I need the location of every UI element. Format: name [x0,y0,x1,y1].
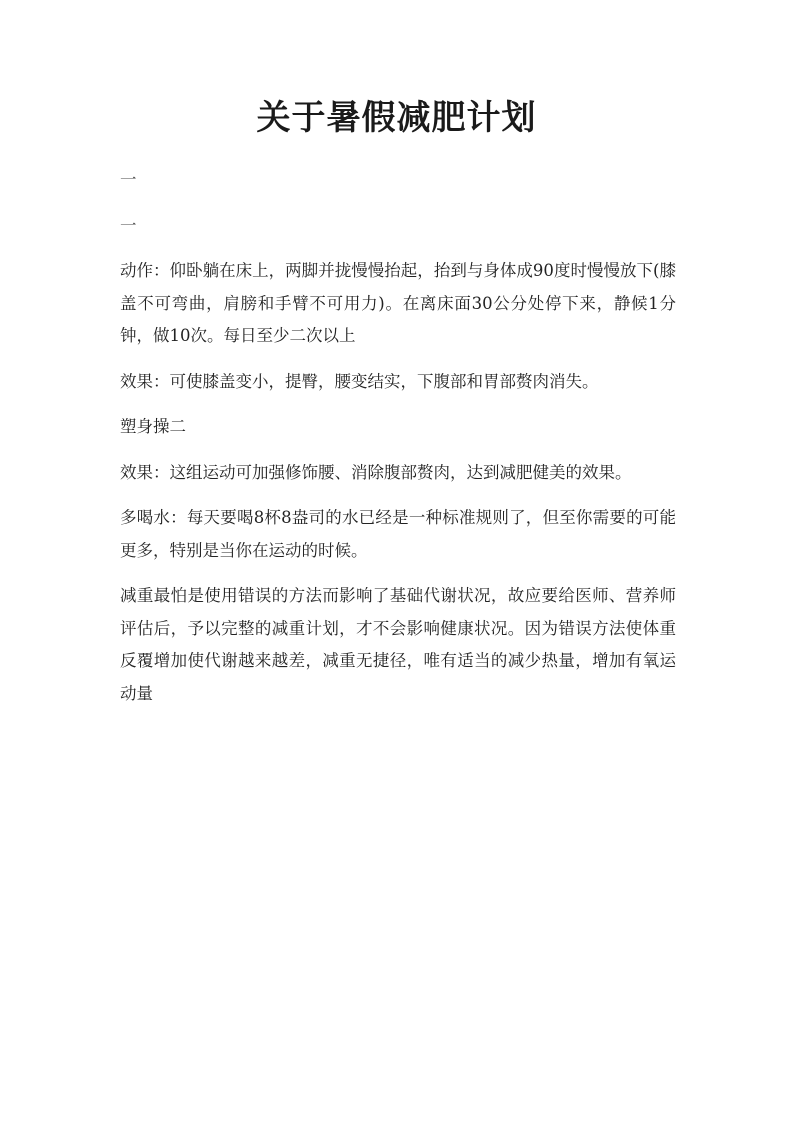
hydration-paragraph: 多喝水：每天要喝8杯8盎司的水已经是一种标准规则了，但至你需要的可能更多，特别是当你在运动的时候。 [120,508,676,560]
exercise-effect-paragraph: 效果：可使膝盖变小，提臀，腰变结实，下腹部和胃部赘肉消失。 [120,371,599,391]
section-heading: 塑身操二 [120,417,186,436]
exercise-action-paragraph: 动作：仰卧躺在床上，两脚并拢慢慢抬起，抬到与身体成90度时慢慢放下(膝盖不可弯曲，肩膀和手臂不可用力)。在离床面30公分处停下来，静候1分钟，做10次。每日至少二次以上 [120,261,676,345]
section-marker: 一 [120,215,137,235]
document-body [120,164,676,723]
weight-loss-advice-paragraph: 减重最怕是使用错误的方法而影响了基础代谢状况，故应要给医师、营养师评估后，予以完整的减重计划，才不会影响健康状况。因为错误方法使体重反覆增加使代谢越来越差，减重无捷径，唯有适当的减少热量，增加有氧运动量 [120,586,676,703]
document-title: 关于暑假减肥计划 [256,98,537,138]
section-marker: 一 [120,170,137,189]
exercise-effect-paragraph: 效果：这组运动可加强修饰腰、消除腹部赘肉，达到减肥健美的效果。 [120,462,632,482]
